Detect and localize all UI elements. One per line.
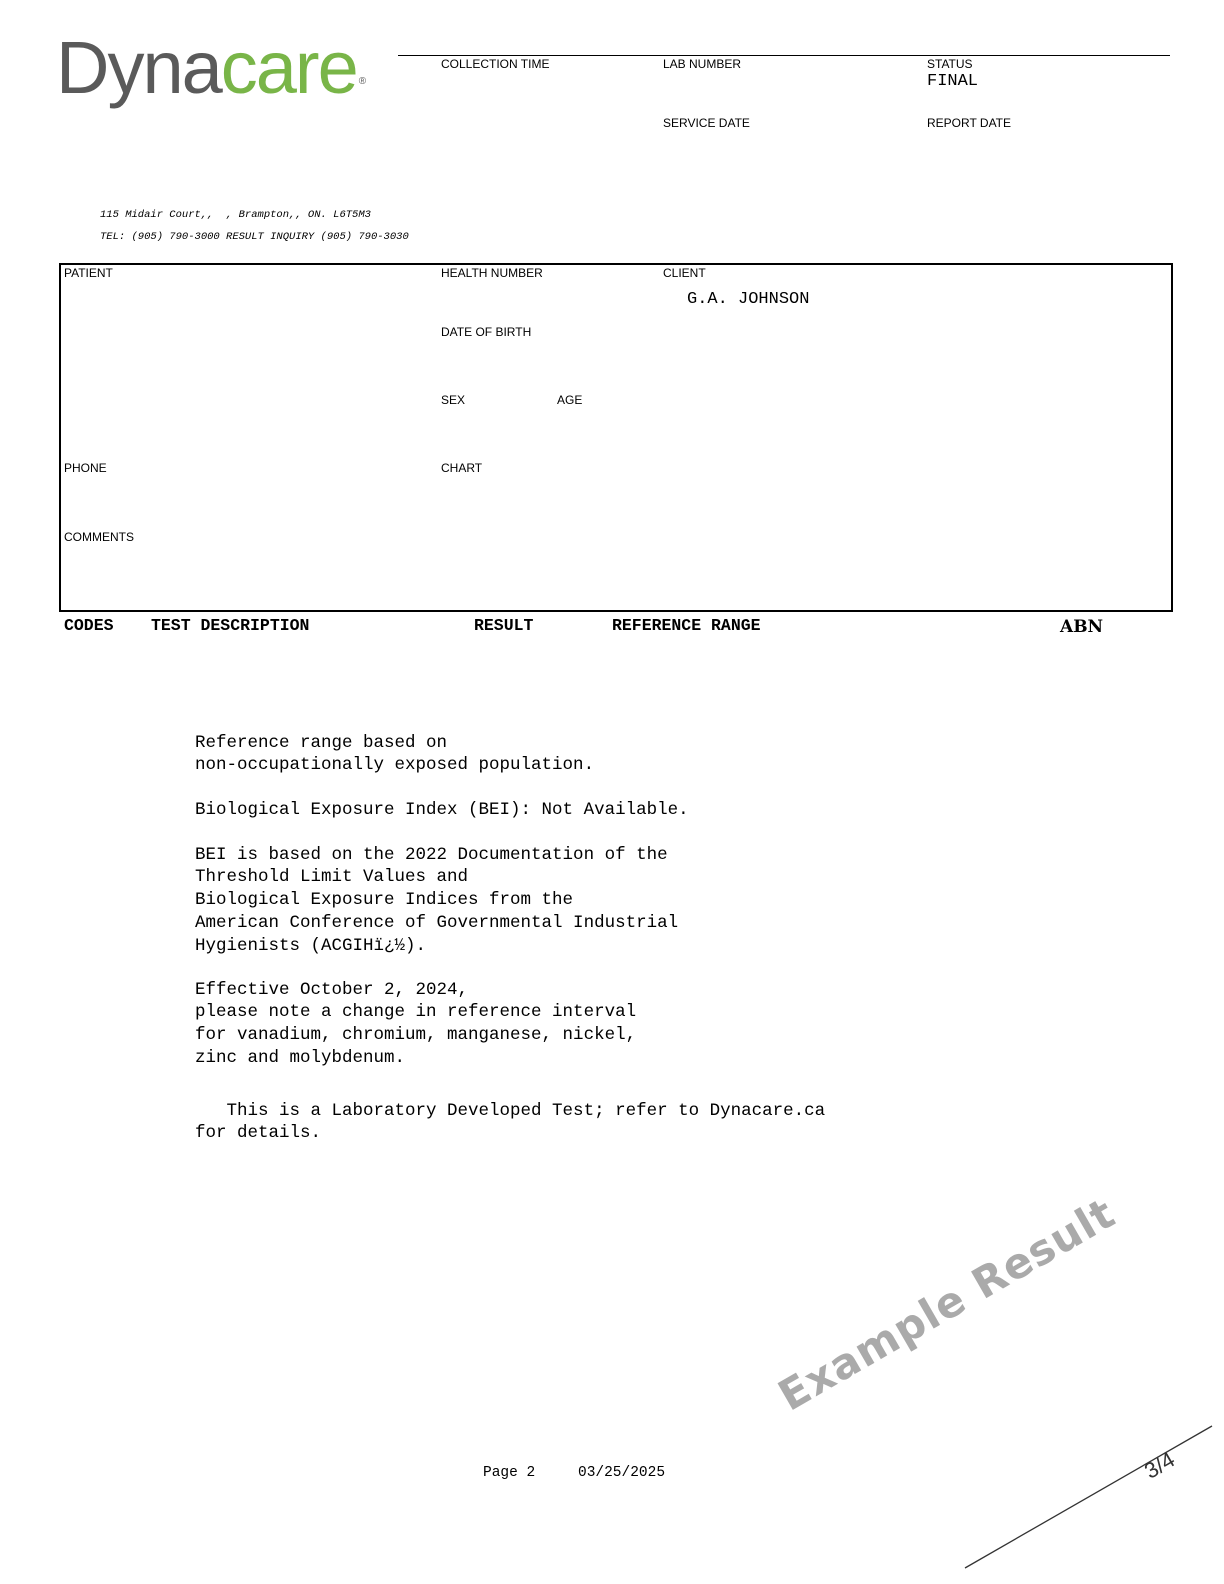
note-line: for vanadium, chromium, manganese, nickel, [195,1025,637,1046]
report-date-label: REPORT DATE [927,116,1012,130]
note-line: for details. [195,1123,322,1144]
note-line: Threshold Limit Values and [195,867,469,888]
note-line: BEI is based on the 2022 Documentation of the [195,844,668,865]
logo-care: care [220,26,357,109]
note-line: zinc and molybdenum. [195,1047,406,1068]
phone-label: PHONE [64,461,107,475]
age-label: AGE [557,393,583,407]
note-line: Reference range based on [195,732,448,753]
report-print-date: 03/25/2025 [578,1465,666,1481]
logo-registered-mark: ® [358,76,365,87]
logo-dyna: Dyna [56,26,221,109]
service-date-label: SERVICE DATE [663,116,750,130]
status-value: FINAL [927,72,979,91]
col-result-header: RESULT [474,616,534,635]
client-value: G.A. JOHNSON [687,290,810,309]
sex-label: SEX [441,393,466,407]
status-label: STATUS [927,57,973,71]
page-number: Page 2 [483,1465,536,1481]
note-line: American Conference of Governmental Industrial [195,912,679,933]
col-codes-header: CODES [64,616,114,635]
note-line: Biological Exposure Indices from the [195,890,574,911]
note-line: please note a change in reference interval [195,1002,637,1023]
note-line: Hygienists (ACGIHï¿½). [195,935,427,956]
note-line: This is a Laboratory Developed Test; refer to Dynacare.ca [195,1100,826,1121]
collection-time-label: COLLECTION TIME [441,57,550,71]
lab-address-line1: 115 Midair Court,, , Brampton,, ON. L6T5M3 [100,209,371,221]
patient-label: PATIENT [64,266,113,280]
client-label: CLIENT [663,266,706,280]
dob-label: DATE OF BIRTH [441,325,532,339]
note-line: Effective October 2, 2024, [195,979,469,1000]
lab-number-label: LAB NUMBER [663,57,742,71]
example-result-watermark: Example Result [770,1188,1124,1421]
health-number-label: HEALTH NUMBER [441,266,543,280]
note-line: Biological Exposure Index (BEI): Not Available. [195,799,689,820]
chart-label: CHART [441,461,483,475]
page-of-indicator: 3/4 [1140,1446,1179,1484]
lab-address-line2: TEL: (905) 790-3000 RESULT INQUIRY (905) 790-3030 [100,231,409,243]
col-abn-header: ABN [1060,617,1104,637]
col-reference-range-header: REFERENCE RANGE [612,616,761,635]
comments-label: COMMENTS [64,530,134,544]
col-test-description-header: TEST DESCRIPTION [151,616,310,635]
note-line: non-occupationally exposed population. [195,755,595,776]
